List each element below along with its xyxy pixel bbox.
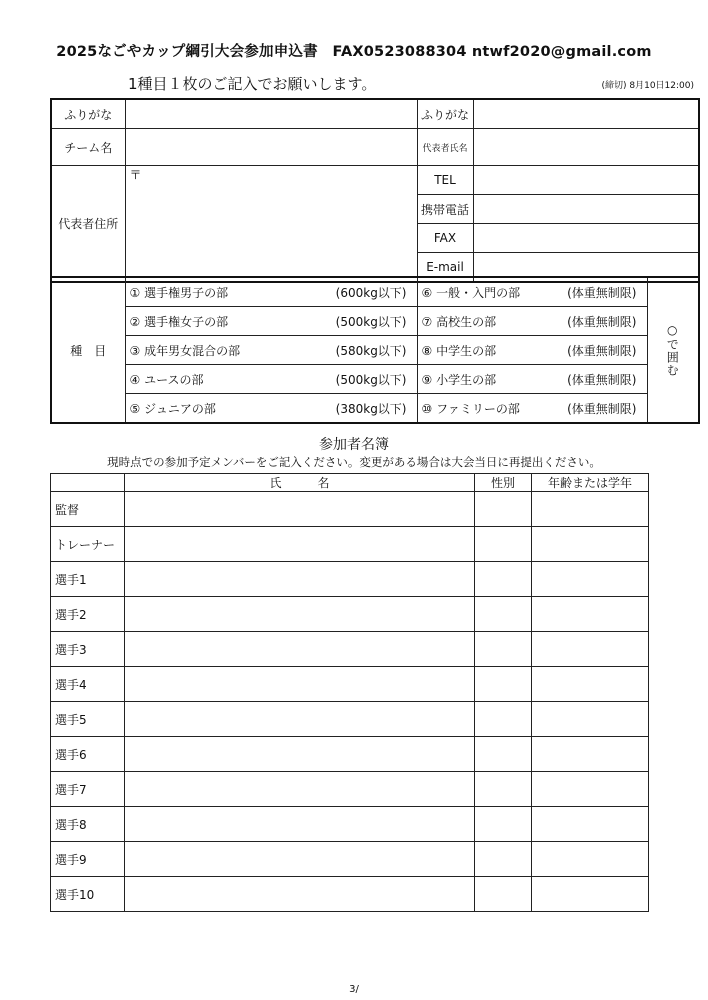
roster-row-label: 選手1 <box>51 562 125 597</box>
category-option-10[interactable] <box>417 394 647 424</box>
rep-address-label: 代表者住所 <box>51 166 125 283</box>
category-option-3[interactable] <box>125 336 417 365</box>
name-field[interactable] <box>125 842 475 877</box>
name-field[interactable] <box>125 737 475 772</box>
email-label: E-mail <box>417 253 473 283</box>
fax-label: FAX <box>417 224 473 253</box>
roster-row-label: 選手2 <box>51 597 125 632</box>
form-subtitle: 1種目１枚のご記入でお願いします。 <box>128 75 377 93</box>
roster-row <box>51 702 649 737</box>
roster-row <box>51 667 649 702</box>
deadline-note: (締切) 8月10日12:00) <box>601 81 694 91</box>
roster-row-label: 選手4 <box>51 667 125 702</box>
name-field[interactable] <box>125 877 475 912</box>
roster-table <box>50 473 649 912</box>
postal-mark: 〒 <box>129 168 142 182</box>
roster-row <box>51 877 649 912</box>
gender-field[interactable] <box>475 702 532 737</box>
category-name: ⑤ ジュニアの部 <box>129 401 216 416</box>
circle-instruction <box>647 277 699 423</box>
team-name-label: チーム名 <box>51 129 125 166</box>
age-field[interactable] <box>532 807 649 842</box>
roster-note: 現時点での参加予定メンバーをご記入ください。変更がある場合は大会当日に再提出ください。 <box>107 455 601 469</box>
category-option-9[interactable] <box>417 365 647 394</box>
roster-row <box>51 807 649 842</box>
roster-row <box>51 562 649 597</box>
name-field[interactable] <box>125 492 475 527</box>
age-field[interactable] <box>532 492 649 527</box>
category-limit: (体重無制限) <box>567 372 637 387</box>
name-field[interactable] <box>125 562 475 597</box>
tel-field[interactable] <box>473 166 699 195</box>
category-limit: (500kg以下) <box>335 314 407 329</box>
category-limit: (体重無制限) <box>567 401 637 416</box>
age-field[interactable] <box>532 702 649 737</box>
name-field[interactable] <box>125 527 475 562</box>
roster-row-label: 選手7 <box>51 772 125 807</box>
age-field[interactable] <box>532 737 649 772</box>
rep-name-label: 代表者氏名 <box>417 129 473 166</box>
roster-row-label: 選手3 <box>51 632 125 667</box>
fax-field[interactable] <box>473 224 699 253</box>
rep-name-field[interactable] <box>473 129 699 166</box>
category-name: ⑩ ファミリーの部 <box>421 401 520 416</box>
category-limit: (600kg以下) <box>335 285 407 300</box>
rep-furigana-label: ふりがな <box>417 99 473 129</box>
roster-header-gender: 性別 <box>475 474 532 492</box>
rep-furigana-field[interactable] <box>473 99 699 129</box>
age-field[interactable] <box>532 877 649 912</box>
gender-field[interactable] <box>475 807 532 842</box>
category-limit: (体重無制限) <box>567 314 637 329</box>
name-field[interactable] <box>125 632 475 667</box>
gender-field[interactable] <box>475 597 532 632</box>
rep-address-field[interactable] <box>125 166 417 283</box>
roster-row <box>51 597 649 632</box>
gender-field[interactable] <box>475 772 532 807</box>
age-field[interactable] <box>532 772 649 807</box>
roster-row-label: 選手8 <box>51 807 125 842</box>
age-field[interactable] <box>532 527 649 562</box>
category-option-2[interactable] <box>125 307 417 336</box>
category-limit: (体重無制限) <box>567 343 637 358</box>
gender-field[interactable] <box>475 737 532 772</box>
category-option-1[interactable] <box>125 277 417 307</box>
team-name-field[interactable] <box>125 129 417 166</box>
category-name: ⑨ 小学生の部 <box>421 372 497 387</box>
category-option-6[interactable] <box>417 277 647 307</box>
gender-field[interactable] <box>475 527 532 562</box>
category-limit: (380kg以下) <box>335 401 407 416</box>
name-field[interactable] <box>125 807 475 842</box>
age-field[interactable] <box>532 842 649 877</box>
roster-row-label: 選手5 <box>51 702 125 737</box>
age-field[interactable] <box>532 562 649 597</box>
gender-field[interactable] <box>475 667 532 702</box>
roster-row-label: トレーナー <box>51 527 125 562</box>
mobile-field[interactable] <box>473 195 699 224</box>
name-field[interactable] <box>125 702 475 737</box>
category-name: ⑦ 高校生の部 <box>421 314 497 329</box>
age-field[interactable] <box>532 597 649 632</box>
name-field[interactable] <box>125 772 475 807</box>
mobile-label: 携帯電話 <box>417 195 473 224</box>
gender-field[interactable] <box>475 877 532 912</box>
page-number: 3/ <box>349 984 359 995</box>
gender-field[interactable] <box>475 632 532 667</box>
roster-row <box>51 632 649 667</box>
category-limit: (500kg以下) <box>335 372 407 387</box>
category-label: 種 目 <box>51 277 125 423</box>
furigana-label: ふりがな <box>51 99 125 129</box>
roster-header-age: 年齢または学年 <box>532 474 649 492</box>
category-limit: (体重無制限) <box>567 285 637 300</box>
category-limit: (580kg以下) <box>335 343 407 358</box>
category-name: ① 選手権男子の部 <box>129 285 229 300</box>
team-furigana-field[interactable] <box>125 99 417 129</box>
name-field[interactable] <box>125 597 475 632</box>
age-field[interactable] <box>532 632 649 667</box>
category-option-8[interactable] <box>417 336 647 365</box>
category-option-4[interactable] <box>125 365 417 394</box>
gender-field[interactable] <box>475 562 532 597</box>
roster-row <box>51 737 649 772</box>
roster-header-blank <box>51 474 125 492</box>
roster-row <box>51 842 649 877</box>
name-field[interactable] <box>125 667 475 702</box>
category-name: ⑥ 一般・入門の部 <box>421 285 521 300</box>
category-option-5[interactable] <box>125 394 417 424</box>
category-table <box>50 276 700 424</box>
form-title: 2025なごやカップ綱引大会参加申込書 FAX0523088304 ntwf2020@gmail.com <box>56 44 652 60</box>
category-name: ② 選手権女子の部 <box>129 314 229 329</box>
gender-field[interactable] <box>475 842 532 877</box>
roster-row <box>51 527 649 562</box>
circle-note: ○で囲む <box>665 323 680 377</box>
roster-row-label: 選手9 <box>51 842 125 877</box>
age-field[interactable] <box>532 667 649 702</box>
gender-field[interactable] <box>475 492 532 527</box>
roster-row-label: 選手10 <box>51 877 125 912</box>
tel-label: TEL <box>417 166 473 195</box>
roster-row <box>51 772 649 807</box>
roster-header-name: 氏 名 <box>125 474 475 492</box>
roster-row-label: 監督 <box>51 492 125 527</box>
category-name: ⑧ 中学生の部 <box>421 343 497 358</box>
roster-title: 参加者名簿 <box>319 437 389 453</box>
team-info-table <box>50 98 700 283</box>
roster-row <box>51 492 649 527</box>
category-name: ④ ユースの部 <box>129 372 204 387</box>
category-name: ③ 成年男女混合の部 <box>129 343 241 358</box>
category-option-7[interactable] <box>417 307 647 336</box>
roster-row-label: 選手6 <box>51 737 125 772</box>
